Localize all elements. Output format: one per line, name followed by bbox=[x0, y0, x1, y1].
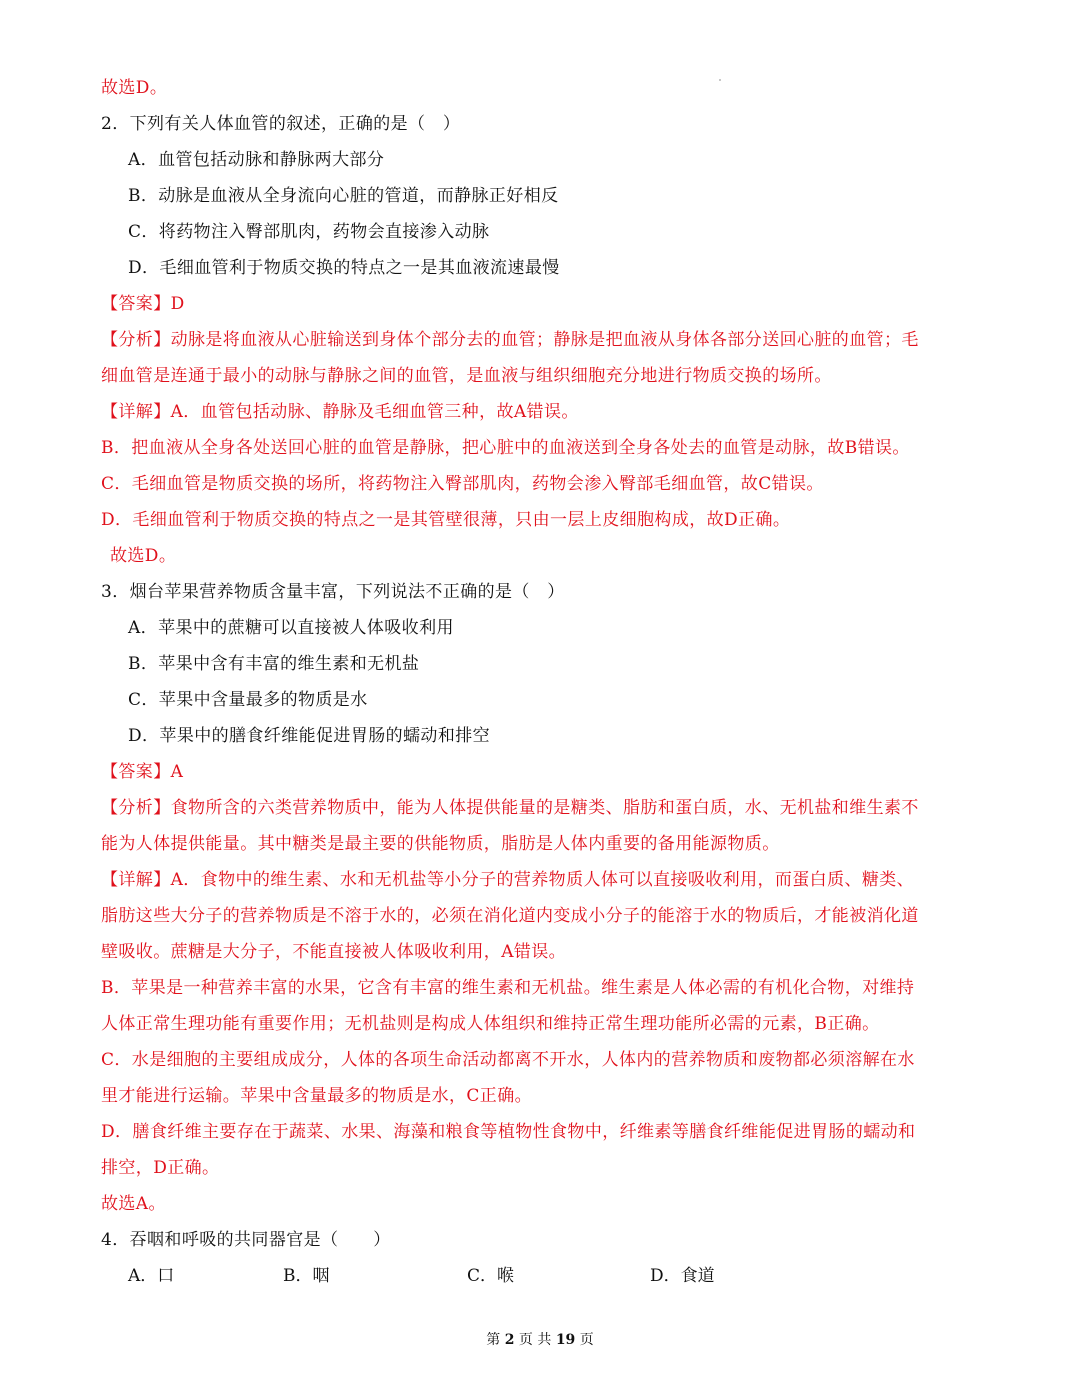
doc-line: 细血管是连通于最小的动脉与静脉之间的血管，是血液与组织细胞充分地进行物质交换的场所。 bbox=[101, 366, 832, 386]
doc-line: 【答案】A bbox=[101, 762, 184, 782]
doc-line: 【答案】D bbox=[101, 294, 185, 314]
doc-line: 故选D。 bbox=[110, 546, 177, 566]
q4-options bbox=[128, 1264, 828, 1288]
doc-line: B．把血液从全身各处送回心脏的血管是静脉，把心脏中的血液送到全身各处去的血管是动脉，故B错误。 bbox=[101, 438, 910, 458]
doc-line: 人体正常生理功能有重要作用；无机盐则是构成人体组织和维持正常生理功能所必需的元素，B正确。 bbox=[101, 1014, 880, 1034]
doc-line: D．膳食纤维主要存在于蔬菜、水果、海藻和粮食等植物性食物中，纤维素等膳食纤维能促进胃肠的蠕动和 bbox=[101, 1122, 916, 1142]
q4-option-d: D．食道 bbox=[650, 1266, 715, 1286]
doc-line: C．水是细胞的主要组成成分，人体的各项生命活动都离不开水，人体内的营养物质和废物都必须溶解在水 bbox=[101, 1050, 915, 1070]
footer-mid: 页 共 bbox=[518, 1332, 552, 1348]
page-footer bbox=[0, 1330, 1080, 1350]
doc-line: C．将药物注入臀部肌肉，药物会直接渗入动脉 bbox=[128, 222, 490, 242]
doc-line: C．苹果中含量最多的物质是水 bbox=[128, 690, 368, 710]
doc-line: 排空，D正确。 bbox=[101, 1158, 220, 1178]
doc-line: B．动脉是血液从全身流向心脏的管道，而静脉正好相反 bbox=[128, 186, 559, 206]
doc-line: A．苹果中的蔗糖可以直接被人体吸收利用 bbox=[128, 618, 454, 638]
doc-line: D．毛细血管利于物质交换的特点之一是其管壁很薄，只由一层上皮细胞构成，故D正确。 bbox=[101, 510, 791, 530]
doc-line: 3．烟台苹果营养物质含量丰富，下列说法不正确的是（ ） bbox=[101, 582, 565, 602]
doc-line: D．毛细血管利于物质交换的特点之一是其血液流速最慢 bbox=[128, 258, 560, 278]
footer-suffix: 页 bbox=[579, 1332, 594, 1348]
q4-option-b: B．咽 bbox=[283, 1266, 330, 1286]
doc-line: 4．吞咽和呼吸的共同器官是（ ） bbox=[101, 1230, 391, 1250]
doc-line: D．苹果中的膳食纤维能促进胃肠的蠕动和排空 bbox=[128, 726, 491, 746]
doc-line: A．血管包括动脉和静脉两大部分 bbox=[128, 150, 385, 170]
doc-line: 脂肪这些大分子的营养物质是不溶于水的，必须在消化道内变成小分子的能溶于水的物质后，才能被消化道 bbox=[101, 906, 919, 926]
q4-option-a: A．口 bbox=[128, 1266, 175, 1286]
doc-line: 故选A。 bbox=[101, 1194, 166, 1214]
doc-line: 【分析】动脉是将血液从心脏输送到身体个部分去的血管；静脉是把血液从身体各部分送回心脏的血管；毛 bbox=[101, 330, 919, 350]
doc-line: 壁吸收。蔗糖是大分子，不能直接被人体吸收利用，A错误。 bbox=[101, 942, 567, 962]
footer-total-pages: 19 bbox=[555, 1332, 576, 1348]
doc-line: 里才能进行运输。苹果中含量最多的物质是水，C正确。 bbox=[101, 1086, 533, 1106]
doc-line: C．毛细血管是物质交换的场所，将药物注入臀部肌肉，药物会渗入臀部毛细血管，故C错误。 bbox=[101, 474, 824, 494]
doc-line: 【详解】A．血管包括动脉、静脉及毛细血管三种，故A错误。 bbox=[101, 402, 579, 422]
doc-line: 能为人体提供能量。其中糖类是最主要的供能物质，脂肪是人体内重要的备用能源物质。 bbox=[101, 834, 780, 854]
doc-line: 故选D。 bbox=[101, 78, 168, 98]
doc-line: 【分析】食物所含的六类营养物质中，能为人体提供能量的是糖类、脂肪和蛋白质，水、无机盐和维生素不 bbox=[101, 798, 919, 818]
footer-prefix: 第 bbox=[486, 1332, 501, 1348]
doc-line: B．苹果是一种营养丰富的水果，它含有丰富的维生素和无机盐。维生素是人体必需的有机化合物，对维持 bbox=[101, 978, 915, 998]
doc-line: 2．下列有关人体血管的叙述，正确的是（ ） bbox=[101, 114, 461, 134]
doc-line: 【详解】A．食物中的维生素、水和无机盐等小分子的营养物质人体可以直接吸收利用，而蛋白质、糖类、 bbox=[101, 870, 915, 890]
scan-speck bbox=[719, 79, 721, 81]
footer-page-number: 2 bbox=[504, 1332, 515, 1348]
doc-line: B．苹果中含有丰富的维生素和无机盐 bbox=[128, 654, 420, 674]
q4-option-c: C．喉 bbox=[467, 1266, 515, 1286]
